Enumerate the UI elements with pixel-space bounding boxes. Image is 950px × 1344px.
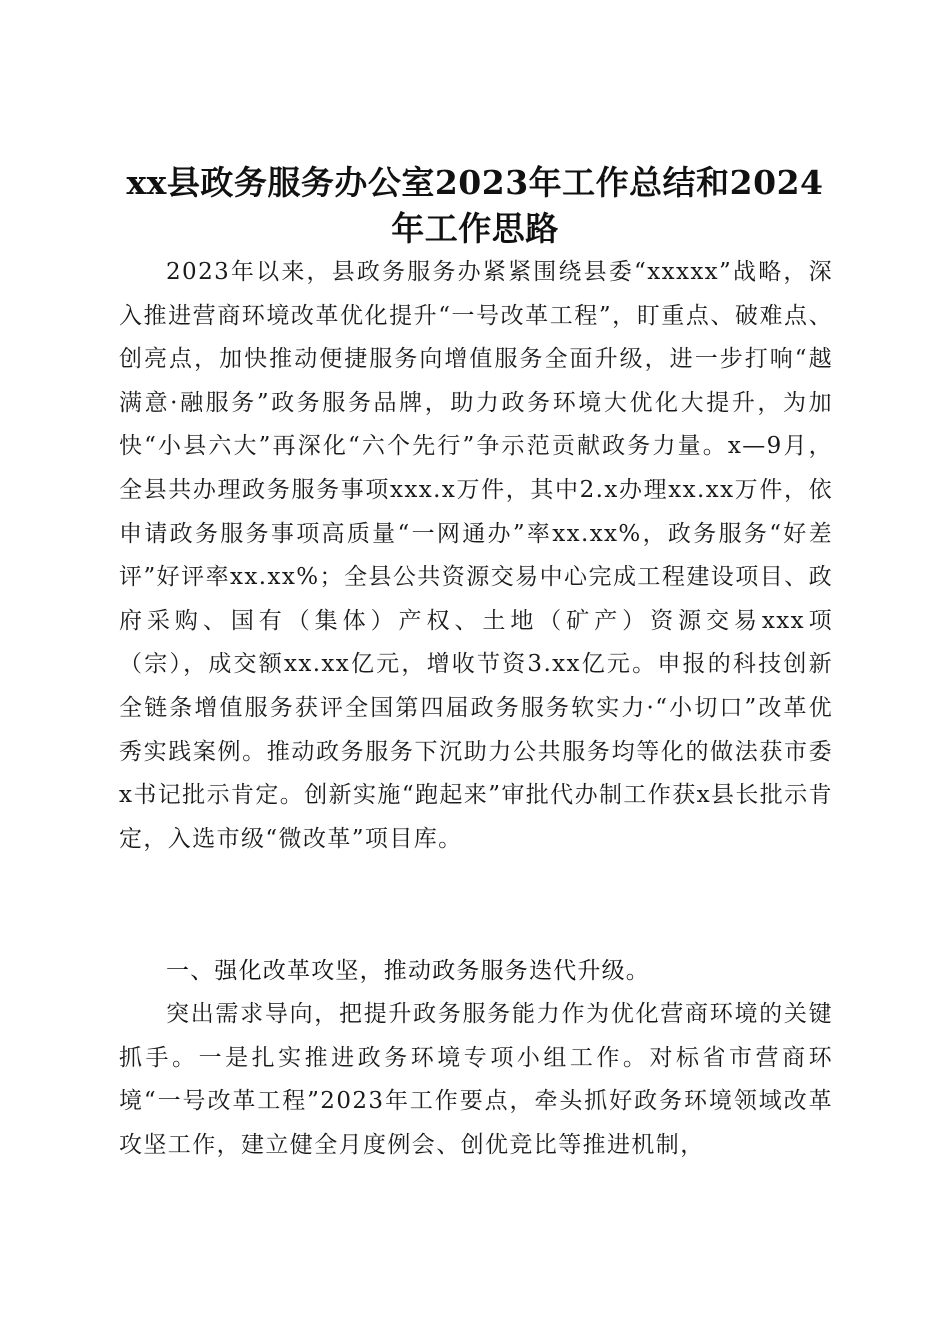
section-heading-1: 一、强化改革攻坚，推动政务服务迭代升级。 [166, 958, 650, 984]
document-title: xx县政务服务办公室2023年工作总结和2024年工作思路 [126, 163, 824, 249]
body-paragraph-section-1: 突出需求导向，把提升政务服务能力作为优化营商环境的关键抓手。一是扎实推进政务环境专项小组工作。对标省市营商环境“一号改革工程”2023年工作要点，牵头抓好政务环境领域改革攻坚工作，建立健全月度例会、创优竞比等推进机制， [119, 1001, 833, 1158]
body-paragraph-intro: 2023年以来，县政务服务办紧紧围绕县委“xxxxx”战略，深入推进营商环境改革优化提升“一号改革工程”，盯重点、破难点、创亮点，加快推动便捷服务向增值服务全面升级，进一步打响“越满意·融服务”政务服务品牌，助力政务环境大优化大提升，为加快“小县六大”再深化“六个先行”争示范贡献政务力量。x—9月，全县共办理政务服务事项xxx.x万件，其中2.x办理xx.xx万件，依申请政务服务事项高质量“一网通办”率xx.xx%，政务服务“好差评”好评率xx.xx%；全县公共资源交易中心完成工程建设项目、政府采购、国有（集体）产权、土地（矿产）资源交易xxx项（宗），成交额xx.xx亿元，增收节资3.xx亿元。申报的科技创新全链条增值服务获评全国第四届政务服务软实力·“小切口”改革优秀实践案例。推动政务服务下沉助力公共服务均等化的做法获市委x书记批示肯定。创新实施“跑起来”审批代办制工作获x县长批示肯定，入选市级“微改革”项目库。 [119, 259, 833, 852]
